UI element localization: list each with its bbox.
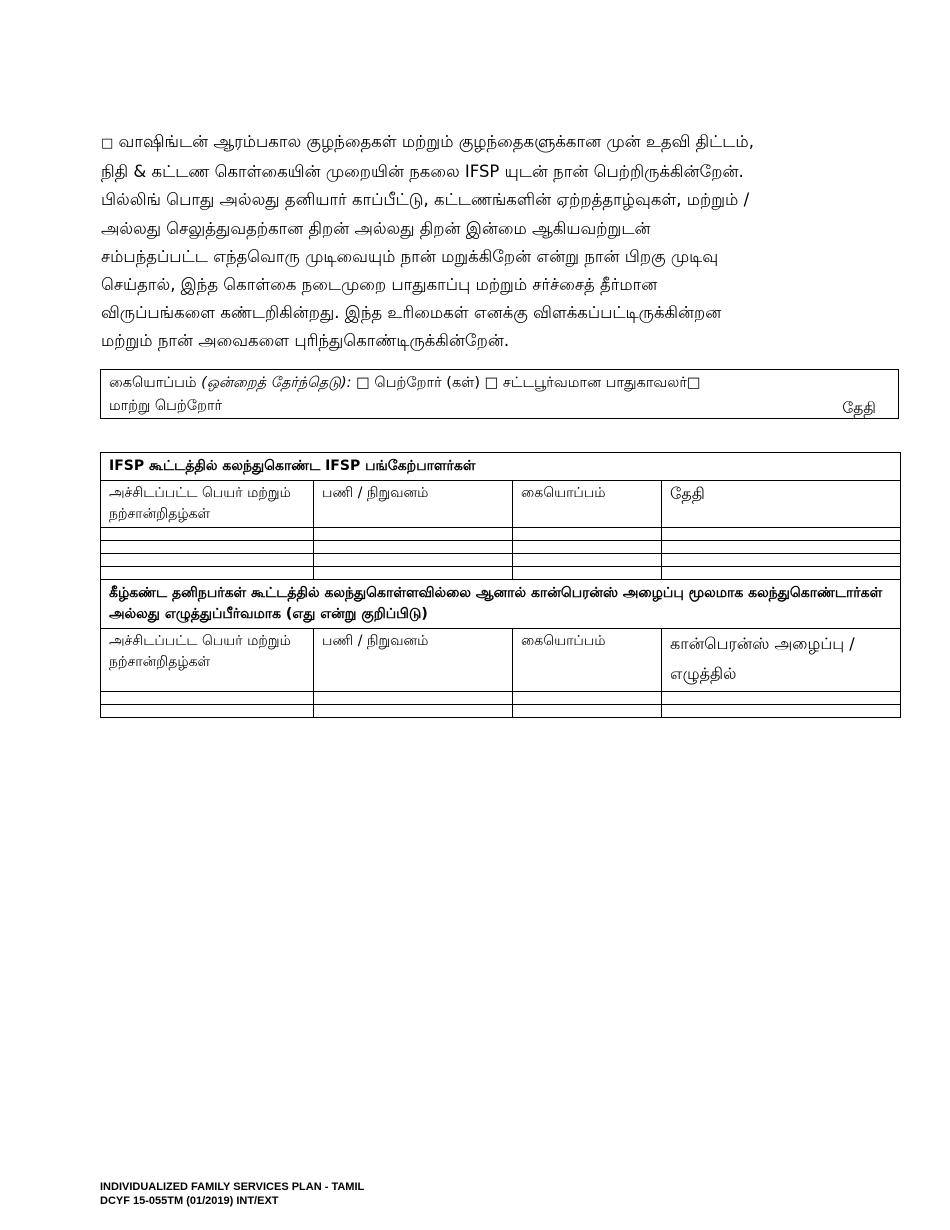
table-row bbox=[101, 692, 901, 705]
role-cell[interactable] bbox=[314, 692, 513, 705]
attendance-table bbox=[100, 452, 901, 718]
paragraph-line: விருப்பங்களை கண்டறிகின்றது. இந்த உரிமைகள் எனக்கு விளக்கப்பட்டிருக்கின்றன bbox=[101, 303, 722, 323]
surrogate-parent-option: மாற்று பெற்றோர் bbox=[109, 398, 223, 414]
signature-options-row bbox=[109, 375, 701, 393]
paragraph-line: □ வாஷிங்டன் ஆரம்பகால குழந்தைகள் மற்றும் குழந்தைகளுக்கான முன் உதவி திட்டம், bbox=[101, 132, 754, 151]
signature-column-header: கையொப்பம் bbox=[513, 481, 662, 528]
choose-one-label: (ஒன்றைத் தேர்ந்தெடு): bbox=[201, 375, 352, 391]
section-header-row bbox=[101, 453, 901, 481]
name-column-header: அச்சிடப்பட்ட பெயர் மற்றும் நற்சான்றிதழ்கள் bbox=[101, 629, 314, 692]
participants-section-header: IFSP கூட்டத்தில் கலந்துகொண்ட IFSP பங்கேற்பாளர்கள் bbox=[101, 453, 901, 481]
paragraph-line: பில்லிங் பொது அல்லது தனியார் காப்பீட்டு, கட்டணங்களின் ஏற்றத்தாழ்வுகள், மற்றும் / bbox=[101, 190, 750, 210]
column-header-row bbox=[101, 629, 901, 692]
signature-cell[interactable] bbox=[513, 705, 662, 718]
signature-box bbox=[100, 369, 899, 419]
signature-label: கையொப்பம் bbox=[109, 375, 197, 391]
signature-cell[interactable] bbox=[513, 692, 662, 705]
date-cell[interactable] bbox=[662, 567, 901, 580]
table-row bbox=[101, 705, 901, 718]
paragraph-line: சம்பந்தப்பட்ட எந்தவொரு முடிவையும் நான் மறுக்கிறேன் என்று நான் பிறகு முடிவு bbox=[101, 246, 719, 266]
table-row bbox=[101, 567, 901, 580]
conference-cell[interactable] bbox=[662, 705, 901, 718]
paragraph-line: செய்தால், இந்த கொள்கை நடைமுறை பாதுகாப்பு மற்றும் சர்ச்சைத் தீர்மான bbox=[101, 275, 658, 295]
table-row bbox=[101, 541, 901, 554]
name-cell[interactable] bbox=[101, 541, 314, 554]
conference-cell[interactable] bbox=[662, 692, 901, 705]
signature-cell[interactable] bbox=[513, 528, 662, 541]
date-cell[interactable] bbox=[662, 541, 901, 554]
paragraph-line: அல்லது செலுத்துவதற்கான திறன் அல்லது திறன் இன்மை ஆகியவற்றுடன் bbox=[101, 218, 651, 238]
signature-cell[interactable] bbox=[513, 554, 662, 567]
checkbox-icon[interactable]: □ bbox=[101, 136, 114, 151]
role-cell[interactable] bbox=[314, 705, 513, 718]
role-cell[interactable] bbox=[314, 554, 513, 567]
role-column-header: பணி / நிறுவனம் bbox=[314, 629, 513, 692]
guardian-checkbox[interactable]: □ சட்டபூர்வமான பாதுகாவலர்□ bbox=[484, 375, 701, 391]
date-cell[interactable] bbox=[662, 528, 901, 541]
name-cell[interactable] bbox=[101, 554, 314, 567]
name-cell[interactable] bbox=[101, 567, 314, 580]
date-column-header: தேதி bbox=[662, 481, 901, 528]
signature-cell[interactable] bbox=[513, 541, 662, 554]
conference-column-header: கான்பெரன்ஸ் அழைப்பு / எழுத்தில் bbox=[662, 629, 901, 692]
name-cell[interactable] bbox=[101, 705, 314, 718]
role-column-header: பணி / நிறுவனம் bbox=[314, 481, 513, 528]
section-header-row bbox=[101, 580, 901, 629]
form-title: INDIVIDUALIZED FAMILY SERVICES PLAN - TAMIL bbox=[100, 1181, 365, 1193]
name-column-header: அச்சிடப்பட்ட பெயர் மற்றும் நற்சான்றிதழ்கள் bbox=[101, 481, 314, 528]
document-footer bbox=[100, 1180, 364, 1208]
parent-checkbox[interactable]: □ பெற்றோர் (கள்) bbox=[356, 375, 480, 391]
signature-date-label: தேதி bbox=[842, 399, 876, 417]
remote-participants-section-header: கீழ்கண்ட தனிநபர்கள் கூட்டத்தில் கலந்துகொள்ளவில்லை ஆனால் கான்பெரன்ஸ் அழைப்பு மூலமாக கலந்துகொண்டார்கள் அல்லது எழுத்துப்பீர்வமாக (எது என்று குறிப்பிடு) bbox=[101, 580, 901, 629]
table-row bbox=[101, 528, 901, 541]
table-row bbox=[101, 554, 901, 567]
paragraph-line: மற்றும் நான் அவைகளை புரிந்துகொண்டிருக்கின்றேன். bbox=[101, 331, 510, 351]
name-cell[interactable] bbox=[101, 692, 314, 705]
signature-column-header: கையொப்பம் bbox=[513, 629, 662, 692]
role-cell[interactable] bbox=[314, 567, 513, 580]
name-cell[interactable] bbox=[101, 528, 314, 541]
form-number: DCYF 15-055TM (01/2019) INT/EXT bbox=[100, 1195, 279, 1207]
date-cell[interactable] bbox=[662, 554, 901, 567]
signature-cell[interactable] bbox=[513, 567, 662, 580]
consent-paragraph bbox=[101, 128, 901, 356]
role-cell[interactable] bbox=[314, 528, 513, 541]
column-header-row bbox=[101, 481, 901, 528]
paragraph-line: நிதி & கட்டண கொள்கையின் முறையின் நகலை IFSP யுடன் நான் பெற்றிருக்கின்றேன். bbox=[101, 162, 744, 182]
role-cell[interactable] bbox=[314, 541, 513, 554]
